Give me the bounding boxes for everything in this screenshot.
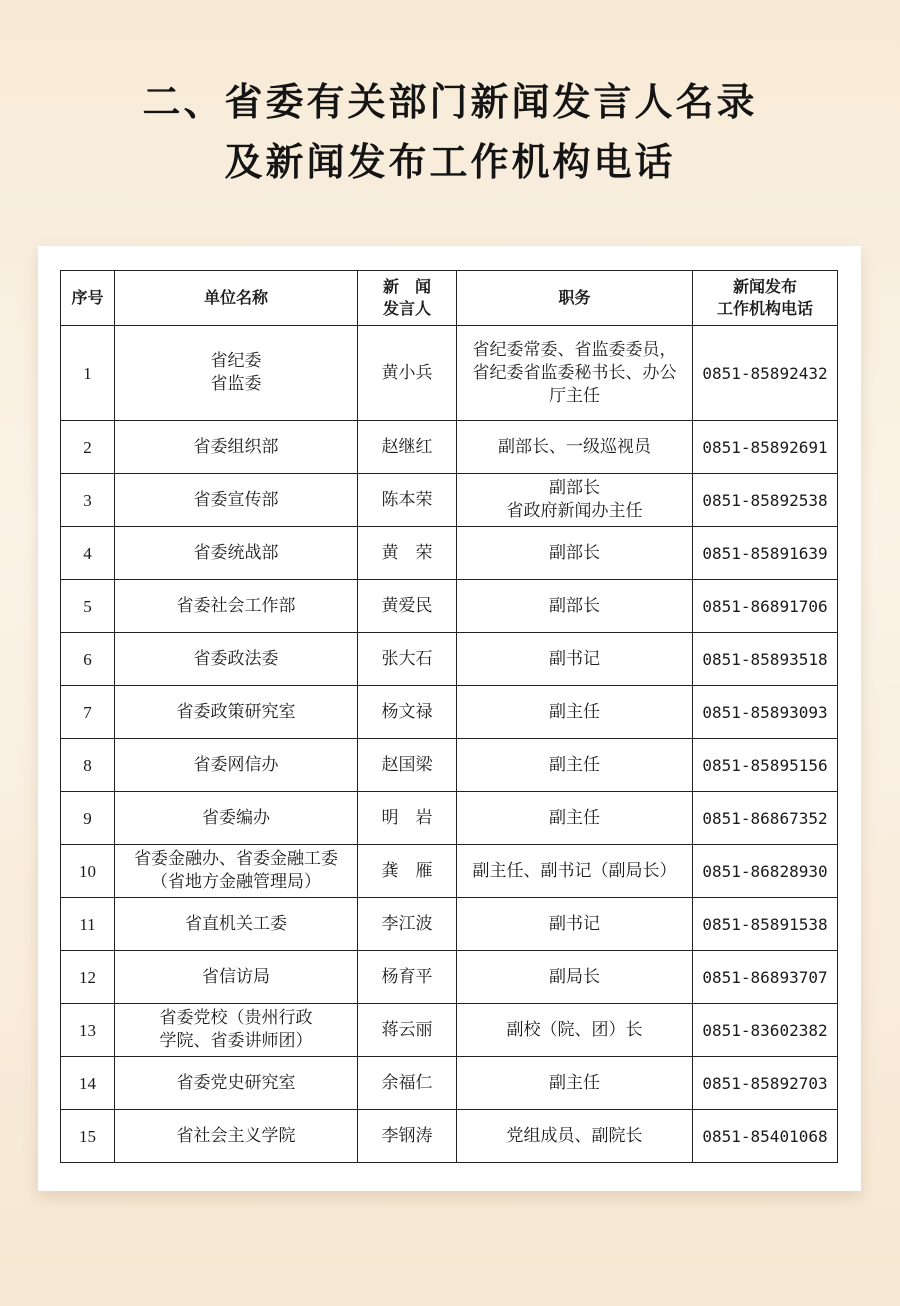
cell-phone: 0851-83602382 [693, 1004, 838, 1057]
cell-spokesperson: 杨文禄 [358, 686, 457, 739]
cell-index: 5 [61, 580, 115, 633]
cell-unit: 省委金融办、省委金融工委 （省地方金融管理局） [115, 845, 358, 898]
table-row [61, 686, 838, 739]
cell-spokesperson: 杨育平 [358, 951, 457, 1004]
cell-unit: 省纪委 省监委 [115, 326, 358, 421]
header-index: 序号 [61, 271, 115, 326]
cell-index: 14 [61, 1057, 115, 1110]
cell-phone: 0851-85893093 [693, 686, 838, 739]
cell-spokesperson: 余福仁 [358, 1057, 457, 1110]
table-header-row [61, 271, 838, 326]
cell-spokesperson: 龚 雁 [358, 845, 457, 898]
table-row [61, 1110, 838, 1163]
cell-spokesperson: 赵国梁 [358, 739, 457, 792]
cell-index: 3 [61, 474, 115, 527]
cell-index: 13 [61, 1004, 115, 1057]
cell-phone: 0851-86893707 [693, 951, 838, 1004]
roster-card [38, 246, 861, 1191]
cell-unit: 省委社会工作部 [115, 580, 358, 633]
cell-unit: 省委政策研究室 [115, 686, 358, 739]
cell-phone: 0851-85895156 [693, 739, 838, 792]
cell-index: 2 [61, 421, 115, 474]
cell-phone: 0851-85891538 [693, 898, 838, 951]
cell-unit: 省委组织部 [115, 421, 358, 474]
cell-position: 副主任 [457, 686, 693, 739]
header-unit: 单位名称 [115, 271, 358, 326]
table-row [61, 527, 838, 580]
cell-phone: 0851-85892703 [693, 1057, 838, 1110]
cell-position: 副部长、一级巡视员 [457, 421, 693, 474]
cell-position: 副主任 [457, 739, 693, 792]
table-row [61, 580, 838, 633]
table-row [61, 845, 838, 898]
cell-index: 11 [61, 898, 115, 951]
cell-position: 副主任 [457, 792, 693, 845]
table-row [61, 421, 838, 474]
cell-position: 副书记 [457, 633, 693, 686]
header-spokesperson: 新 闻 发言人 [358, 271, 457, 326]
table-row [61, 1057, 838, 1110]
table-row [61, 633, 838, 686]
table-row [61, 739, 838, 792]
cell-phone: 0851-85891639 [693, 527, 838, 580]
cell-spokesperson: 张大石 [358, 633, 457, 686]
table-body [61, 326, 838, 1163]
cell-position: 副校（院、团）长 [457, 1004, 693, 1057]
page-title [0, 72, 900, 192]
cell-position: 副局长 [457, 951, 693, 1004]
cell-phone: 0851-85892538 [693, 474, 838, 527]
cell-position: 副主任 [457, 1057, 693, 1110]
cell-position: 党组成员、副院长 [457, 1110, 693, 1163]
table-row [61, 792, 838, 845]
page-title-line-2: 及新闻发布工作机构电话 [224, 140, 676, 184]
cell-position: 副部长 [457, 527, 693, 580]
cell-spokesperson: 陈本荣 [358, 474, 457, 527]
cell-index: 15 [61, 1110, 115, 1163]
cell-unit: 省委党校（贵州行政 学院、省委讲师团） [115, 1004, 358, 1057]
cell-index: 7 [61, 686, 115, 739]
cell-unit: 省委宣传部 [115, 474, 358, 527]
cell-index: 10 [61, 845, 115, 898]
cell-index: 8 [61, 739, 115, 792]
cell-spokesperson: 蒋云丽 [358, 1004, 457, 1057]
cell-position: 省纪委常委、省监委委员， 省纪委省监委秘书长、办公 厅主任 [457, 326, 693, 421]
cell-spokesperson: 明 岩 [358, 792, 457, 845]
spokesperson-table [60, 270, 838, 1163]
cell-unit: 省信访局 [115, 951, 358, 1004]
cell-phone: 0851-86891706 [693, 580, 838, 633]
header-position: 职务 [457, 271, 693, 326]
table-row [61, 1004, 838, 1057]
table-row [61, 898, 838, 951]
cell-unit: 省社会主义学院 [115, 1110, 358, 1163]
cell-spokesperson: 李江波 [358, 898, 457, 951]
table-row [61, 951, 838, 1004]
table-row [61, 474, 838, 527]
cell-unit: 省委党史研究室 [115, 1057, 358, 1110]
cell-index: 4 [61, 527, 115, 580]
cell-unit: 省委编办 [115, 792, 358, 845]
cell-spokesperson: 李钢涛 [358, 1110, 457, 1163]
cell-unit: 省委网信办 [115, 739, 358, 792]
cell-spokesperson: 黄爱民 [358, 580, 457, 633]
cell-phone: 0851-86828930 [693, 845, 838, 898]
cell-index: 12 [61, 951, 115, 1004]
cell-index: 1 [61, 326, 115, 421]
cell-spokesperson: 赵继红 [358, 421, 457, 474]
cell-unit: 省委统战部 [115, 527, 358, 580]
cell-position: 副部长 [457, 580, 693, 633]
cell-position: 副部长 省政府新闻办主任 [457, 474, 693, 527]
cell-unit: 省直机关工委 [115, 898, 358, 951]
cell-phone: 0851-85401068 [693, 1110, 838, 1163]
cell-phone: 0851-85892432 [693, 326, 838, 421]
cell-index: 6 [61, 633, 115, 686]
cell-index: 9 [61, 792, 115, 845]
cell-phone: 0851-86867352 [693, 792, 838, 845]
cell-unit: 省委政法委 [115, 633, 358, 686]
cell-position: 副书记 [457, 898, 693, 951]
cell-phone: 0851-85892691 [693, 421, 838, 474]
cell-spokesperson: 黄 荣 [358, 527, 457, 580]
cell-phone: 0851-85893518 [693, 633, 838, 686]
cell-position: 副主任、副书记（副局长） [457, 845, 693, 898]
table-row [61, 326, 838, 421]
page-title-line-1: 二、省委有关部门新闻发言人名录 [142, 80, 758, 124]
cell-spokesperson: 黄小兵 [358, 326, 457, 421]
header-phone: 新闻发布 工作机构电话 [693, 271, 838, 326]
